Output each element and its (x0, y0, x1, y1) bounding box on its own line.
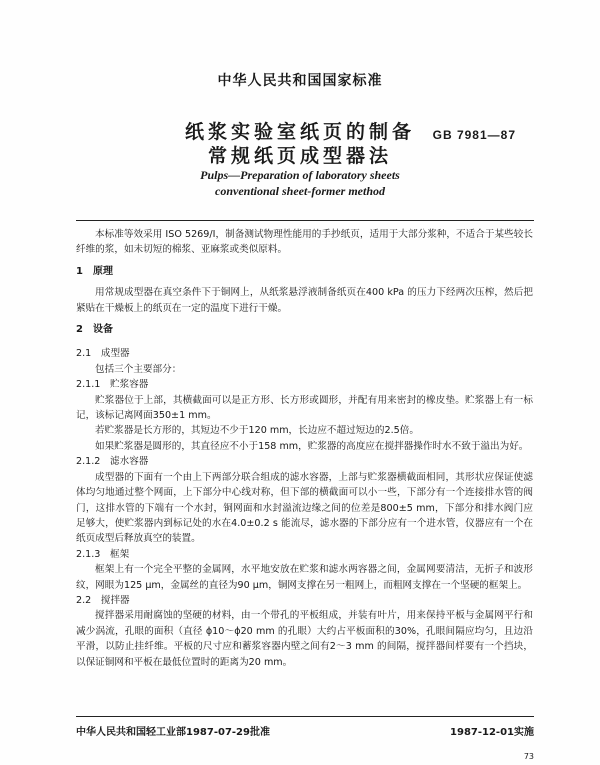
section-2-1-3-text: 框架上有一个完全平整的金属网，水平地安放在贮浆和滤水两容器之间，金属网要清洁，无折子和波形纹，网眼为125 μm，金属丝的直径为90 μm，铜网支撑在另一粗网上，而粗网支撑在一个坚硬的框架上。 (76, 564, 533, 591)
intro-paragraph: 本标准等效采用 ISO 5269/Ⅰ，制备测试物理性能用的手抄纸页，适用于大部分浆种，不适合于某些较长纤维的浆，如未切短的棉浆、亚麻浆或类似原料。 (76, 229, 533, 256)
page-number: 73 (523, 752, 534, 761)
doc-title-line2: 常规纸页成型器法 (207, 145, 392, 167)
implementation-date: 1987-12-01实施 (450, 727, 534, 738)
section-1-text: 用常规成型器在真空条件下于铜网上，从纸浆悬浮液制备纸页在400 kPa 的压力下经两次压榨，然后把紧贴在干燥板上的纸页在一定的温度下进行干燥。 (76, 287, 533, 314)
doc-title-line1: 纸浆实验室纸页的制备 (184, 121, 415, 143)
section-2-1-3-heading: 2.1.3 框架 (76, 548, 130, 560)
english-title-line1: Pulps—Preparation of laboratory sheets (200, 168, 400, 182)
section-2-2-heading: 2.2 搅拌器 (76, 594, 130, 606)
section-2-1-1-para1: 贮浆器位于上部，其横截面可以是正方形、长方形或圆形，并配有用来密封的橡皮垫。贮浆器上有一标记，该标记离网面350±1 mm。 (76, 394, 533, 422)
document-body (76, 227, 533, 670)
section-2-1-2-heading: 2.1.2 滤水容器 (76, 456, 149, 468)
section-2-1-text: 包括三个主要部分： (95, 363, 182, 375)
top-divider (76, 220, 534, 221)
section-2-1-1-para3: 如果贮浆器是圆形的，其直径应不小于158 mm，贮浆器的高度应在搅拌器操作时水不致于溢出为好。 (95, 440, 529, 452)
section-2-1-2-text: 成型器的下面有一个由上下两部分联合组成的滤水容器，上部与贮浆器横截面相同，其形状应保证使滤体均匀地通过整个网面，上下部分中心线对称，但下部的横截面可以小一些，下部分有一个连接排水管的阀门，这排水管的下端有一个水封，铜网面和水封溢流边缘之间的位差是800±5 mm，下部分和排水阀门应足够大，使贮浆器内到标记处的水在4.0±0.2 s 能流尽，滤水器的下部分应有一个进水管，仪器应有一个在纸页成型后释放真空的装置。 (76, 471, 533, 545)
approval-note: 中华人民共和国轻工业部1987-07-29批准 (76, 727, 270, 738)
section-2-heading: 2 设备 (76, 324, 113, 336)
section-2-1-1-heading: 2.1.1 贮浆容器 (76, 379, 149, 391)
section-2-2-text: 搅拌器采用耐腐蚀的坚硬的材料，由一个带孔的平板组成，并装有叶片，用来保持平板与金属网平行和减少涡流，孔眼的面积（直径 ϕ10～ϕ20 mm 的孔眼）大约占平板面积的30%，孔眼间隔应均匀，且边沿平滑，以防止挂纤维。平板的尺寸应和蓄浆容器内壁之间有2～3 mm 的间隔，搅拌器间样要有一个挡块，以保证铜网和平板在最低位置时的距离为20 mm。 (76, 610, 533, 668)
standard-number: GB 7981—87 (432, 128, 516, 142)
bottom-divider (76, 716, 534, 717)
english-title-line2: conventional sheet-former method (215, 184, 385, 198)
section-2-1-heading: 2.1 成型器 (76, 348, 130, 360)
section-2-1-1-para2: 若贮浆器是长方形的，其短边不少于120 mm，长边应不超过短边的2.5倍。 (95, 425, 419, 437)
section-1-heading: 1 原理 (76, 265, 113, 277)
standard-header: 中华人民共和国国家标准 (217, 73, 383, 89)
